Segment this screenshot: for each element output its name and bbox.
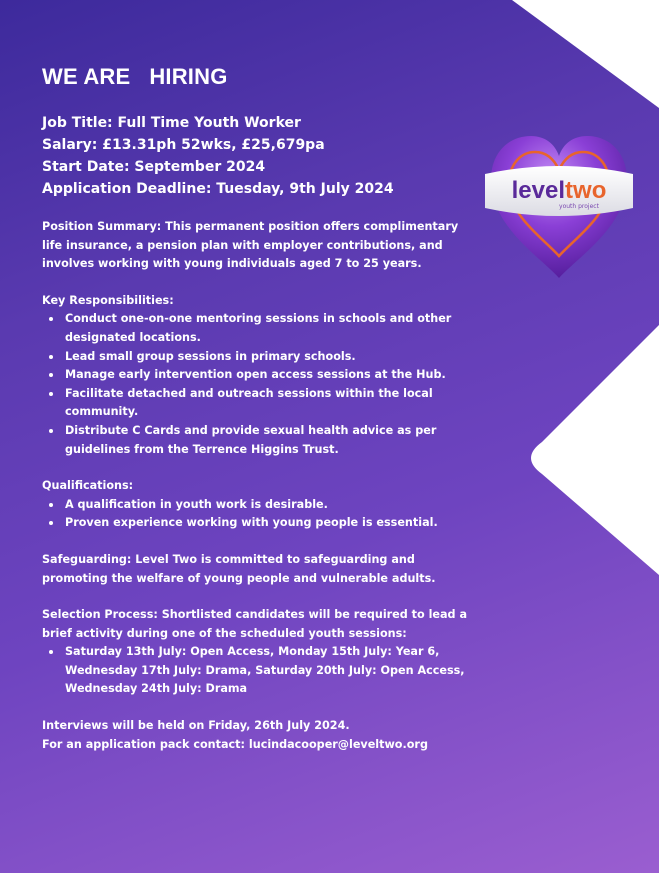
right-white-chevron: [531, 325, 659, 575]
list-item: Conduct one-on-one mentoring sessions in schools and other designated locations.: [65, 310, 475, 347]
position-summary: Position Summary: This permanent position offers complimentary life insurance, a pension plan with employer contributions, and involves working with young individuals aged 7 to 25 years.: [42, 220, 459, 271]
qualifications-heading: Qualifications:: [42, 479, 134, 493]
responsibilities-heading: Key Responsibilities:: [42, 293, 174, 307]
job-salary: Salary: £13.31ph 52wks, £25,679pa: [42, 137, 325, 153]
selection-process: Selection Process: Shortlisted candidates will be required to lead a brief activity during one of the scheduled youth sessions:: [42, 608, 468, 640]
interviews-note: Interviews will be held on Friday, 26th July 2024.: [42, 719, 350, 733]
list-item: Manage early intervention open access sessions at the Hub.: [65, 366, 475, 385]
list-item: A qualification in youth work is desirable.: [65, 496, 475, 515]
hiring-headline: WE ARE HIRING: [42, 64, 228, 89]
job-details: [42, 112, 502, 200]
job-deadline: Application Deadline: Tuesday, 9th July 2024: [42, 181, 394, 197]
job-title: Job Title: Full Time Youth Worker: [42, 115, 301, 131]
list-item: Distribute C Cards and provide sexual health advice as per guidelines from the Terrence Higgins Trust.: [65, 422, 475, 459]
logo-tagline: youth project: [559, 203, 599, 210]
main-content: [42, 62, 502, 754]
list-item: Lead small group sessions in primary schools.: [65, 348, 475, 367]
top-white-triangle: [512, 0, 659, 108]
list-item: Saturday 13th July: Open Access, Monday 15th July: Year 6, Wednesday 17th July: Drama, Saturday 20th July: Open Access, Wednesday 24th July: Drama: [65, 643, 475, 699]
list-item: Facilitate detached and outreach sessions within the local community.: [65, 385, 475, 422]
list-item: Proven experience working with young people is essential.: [65, 514, 475, 533]
sessions-list: [42, 643, 502, 699]
level-two-logo: [483, 128, 635, 282]
job-start-date: Start Date: September 2024: [42, 159, 266, 175]
contact-line: For an application pack contact: lucindacooper@leveltwo.org: [42, 737, 428, 751]
logo-wordmark: leveltwo: [511, 177, 607, 204]
safeguarding-statement: Safeguarding: Level Two is committed to safeguarding and promoting the welfare of young people and vulnerable adults.: [42, 552, 436, 585]
qualifications-list: [42, 496, 502, 533]
responsibilities-list: [42, 310, 502, 459]
